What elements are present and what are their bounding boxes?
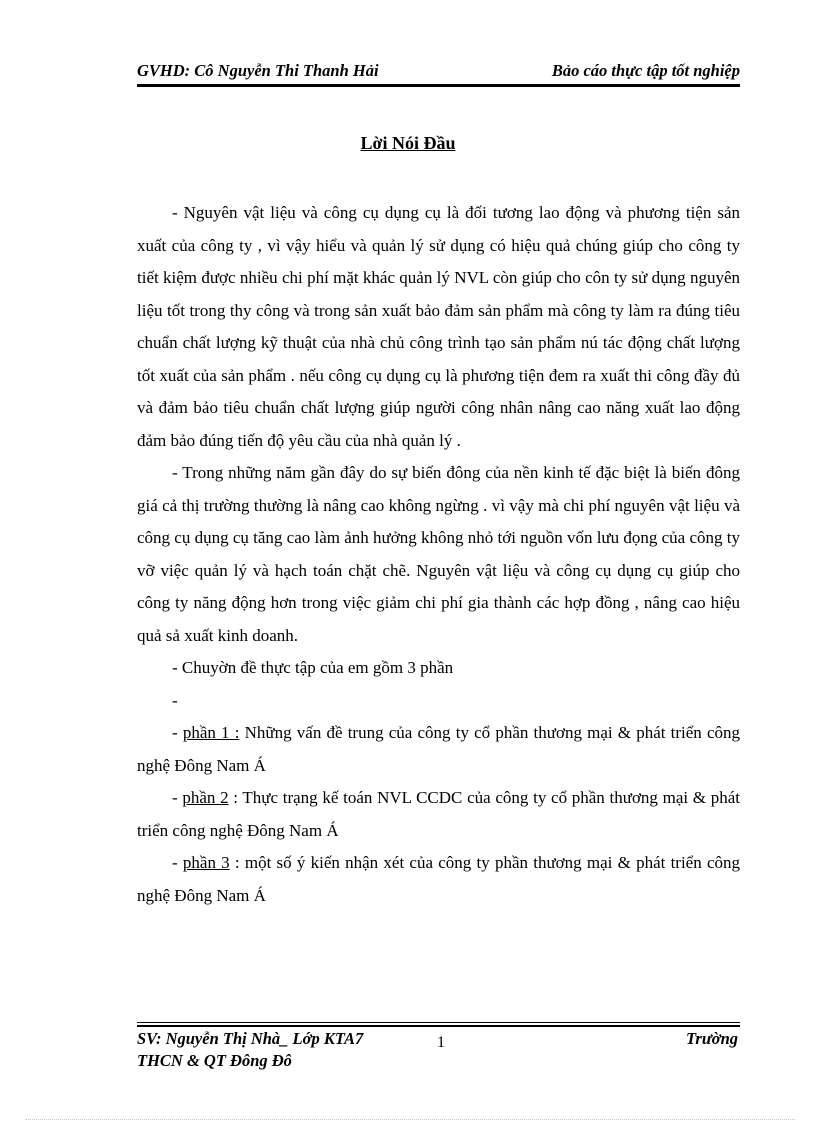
body-text [137, 197, 740, 912]
part-1-text: Những vấn đề trung của công ty cổ phần thương mại & phát triển công nghệ Đông Nam Á [137, 723, 740, 775]
paragraph-1: - Nguyên vật liệu và công cụ dụng cụ là đối tương lao động và phương tiện sản xuất của công ty , vì vậy hiểu và quản lý sử dụng có hiệu quả chúng giúp cho công ty tiết kiệm được nhiều chi phí mặt khác quản lý NVL còn giúp cho côn ty sử dụng nguyên liệu tốt trong thy công và trong sản xuất bảo đảm sản phẩm mà công ty làm ra đúng tiêu chuẩn chất lượng kỹ thuật của nhà chủ công trình tạo sản phẩm nú tác động chất lượng tốt xuất của sản phẩm . nếu công cụ dụng cụ là phương tiện đem ra xuất thi công đầy đủ và đảm bảo tiêu chuẩn chất lượng giúp người công nhân nâng cao năng xuất lao động đảm bảo đúng tiến độ yêu cầu của nhà quản lý . [137, 203, 740, 450]
part-3-item [137, 847, 740, 912]
part-2-text: : Thực trạng kế toán NVL CCDC của công ty cổ phần thương mại & phát triển công nghệ Đông Nam Á [137, 788, 740, 840]
page-header [137, 60, 740, 86]
part-1-prefix: - [172, 723, 183, 742]
part-2-prefix: - [172, 788, 183, 807]
header-report-title: Bảo cáo thực tập tốt nghiệp [551, 61, 740, 80]
page-bottom-dotted-line [25, 1119, 795, 1120]
part-1-item [137, 717, 740, 782]
footer-school-line2: THCN & QT Đông Đô [137, 1051, 292, 1070]
header-rule [137, 86, 740, 87]
page-title: Lời Nói Đầu [360, 133, 456, 153]
page-footer [137, 1028, 740, 1078]
page-number: 1 [437, 1034, 445, 1051]
footer-student: SV: Nguyễn Thị Nhà_ Lớp KTA7 [137, 1029, 364, 1048]
footer-school-line1: Trường [685, 1029, 738, 1048]
paragraph-2: - Trong những năm gần đây do sự biến đông của nền kinh tế đặc biệt là biến đông giá cả thị trường thường là nâng cao không ngừng . vì vậy mà chi phí nguyên vật liệu và công cụ dụng cụ tăng cao làm ảnh hưởng không nhỏ tới nguồn vốn lưu đọng của công ty vỡ việc quản lý và hạch toán chặt chẽ. Nguyên vật liệu và công cụ dụng cụ giúp cho công ty năng động hơn trong việc giảm chi phí gia thành các hợp đồng , nâng cao hiệu quả sả xuất kinh doanh. [137, 463, 740, 645]
part-2-label: phần 2 [182, 788, 229, 807]
paragraph-3: - Chuyờn đề thực tập của em gồm 3 phần [172, 658, 454, 677]
part-3-label: phần 3 [182, 853, 230, 872]
header-supervisor: GVHD: Cô Nguyễn Thi Thanh Hải [137, 61, 379, 80]
paragraph-dash: - [172, 690, 178, 710]
part-2-item [137, 782, 740, 847]
footer-rule [137, 1022, 740, 1027]
part-1-label: phần 1 : [182, 723, 240, 742]
part-3-text: : một số ý kiến nhận xét của công ty phần thương mại & phát triển công nghệ Đông Nam Á [137, 853, 740, 905]
part-3-prefix: - [172, 853, 183, 872]
